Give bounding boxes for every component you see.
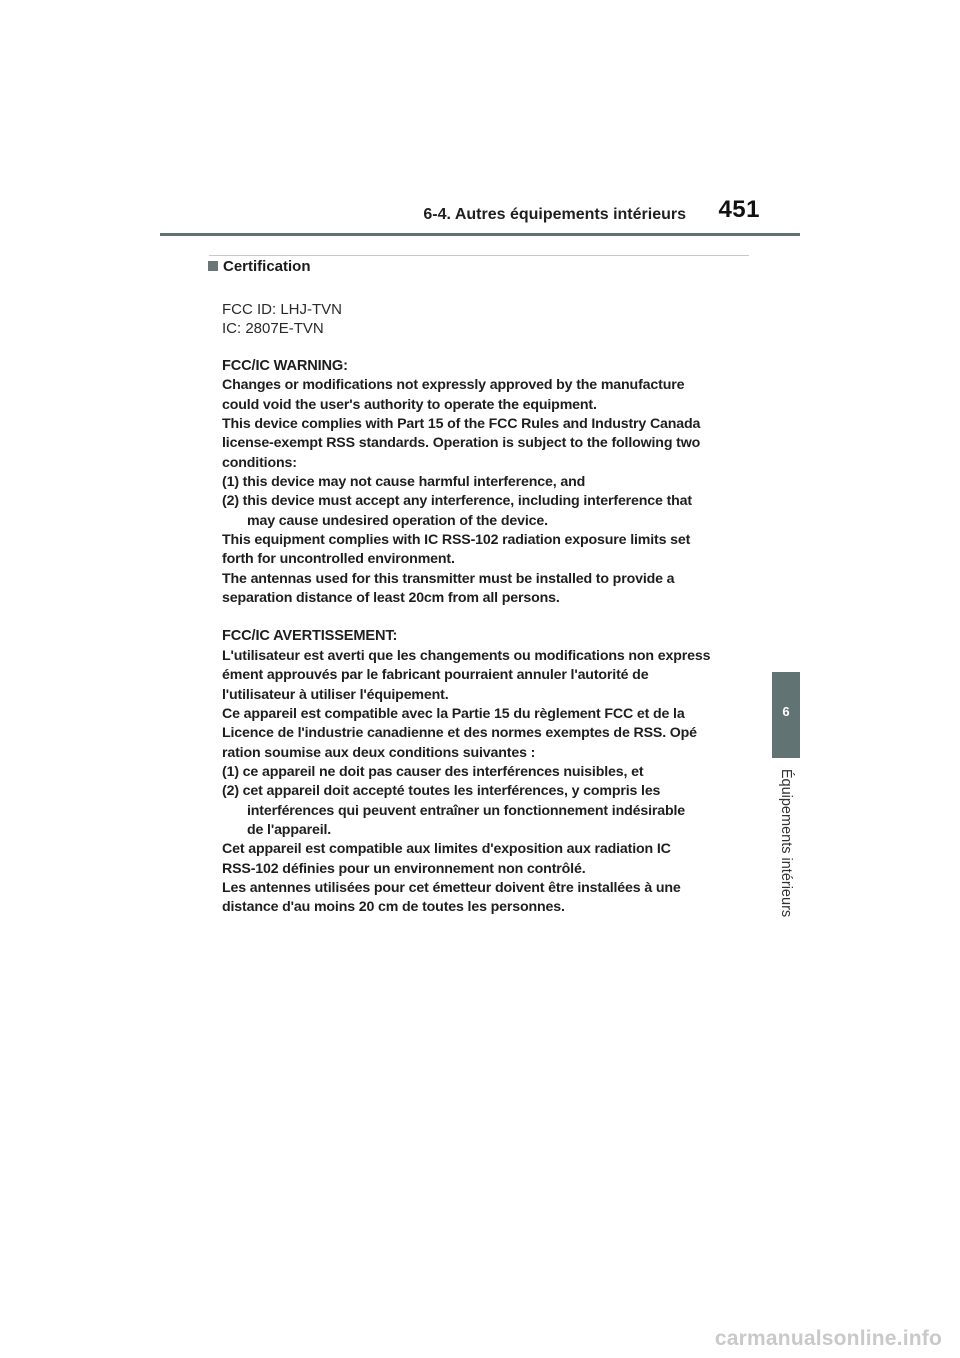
- warning-line: conditions:: [222, 454, 297, 471]
- warning-line: separation distance of least 20cm from all persons.: [222, 590, 560, 607]
- header-rule: [160, 233, 800, 236]
- section-divider: [209, 255, 749, 256]
- warning-line: This device complies with Part 15 of the FCC Rules and Industry Canada: [222, 416, 701, 433]
- warning-line: license-exempt RSS standards. Operation is subject to the following two: [222, 435, 701, 452]
- warning-line: distance d'au moins 20 cm de toutes les personnes.: [222, 899, 565, 916]
- chapter-tab: [772, 672, 800, 758]
- fcc-warning-french: [222, 627, 752, 917]
- page-header: [160, 196, 800, 236]
- warning-line: de l'appareil.: [247, 821, 332, 838]
- warning-line: The antennas used for this transmitter must be installed to provide a: [222, 570, 675, 587]
- warning-line: This equipment complies with IC RSS-102 radiation exposure limits set: [222, 532, 691, 549]
- warning-line: Changes or modifications not expressly approved by the manufacture: [222, 377, 685, 394]
- square-bullet-icon: [208, 261, 218, 271]
- warning-line: interférences qui peuvent entraîner un fonctionnement indésirable: [247, 802, 686, 819]
- fcc-id-line: FCC ID: LHJ-TVN: [222, 301, 342, 318]
- fcc-warning-english: [222, 357, 752, 608]
- warning-line: forth for uncontrolled environment.: [222, 551, 455, 568]
- warning-line: could void the user's authority to operate the equipment.: [222, 396, 597, 413]
- section-heading: [208, 258, 311, 275]
- warning-heading-french: FCC/IC AVERTISSEMENT:: [222, 628, 398, 645]
- warning-line: may cause undesired operation of the device.: [247, 512, 548, 529]
- chapter-label-container: [772, 768, 800, 918]
- warning-line: (2) cet appareil doit accepté toutes les interférences, y compris les: [222, 783, 661, 800]
- warning-line: (2) this device must accept any interference, including interference that: [222, 493, 692, 510]
- ic-id-line: IC: 2807E-TVN: [222, 320, 324, 337]
- certification-image: [222, 300, 752, 918]
- warning-line: ément approuvés par le fabricant pourraient annuler l'autorité de: [222, 667, 649, 684]
- warning-line: Cet appareil est compatible aux limites d'exposition aux radiation IC: [222, 841, 671, 858]
- page-number: 451: [718, 196, 760, 223]
- warning-line: Les antennes utilisées pour cet émetteur doivent être installées à une: [222, 879, 681, 896]
- chapter-label: Équipements intérieurs: [778, 768, 794, 918]
- header-section-title: 6-4. Autres équipements intérieurs: [423, 206, 686, 223]
- warning-line: (1) ce appareil ne doit pas causer des interférences nuisibles, et: [222, 763, 644, 780]
- warning-line: l'utilisateur à utiliser l'équipement.: [222, 686, 449, 703]
- section-heading-text: Certification: [223, 258, 311, 275]
- warning-line: (1) this device may not cause harmful interference, and: [222, 474, 586, 491]
- watermark-logo: carmanualsonline.info: [714, 1327, 942, 1350]
- warning-line: Ce appareil est compatible avec la Partie 15 du règlement FCC et de la: [222, 705, 685, 722]
- chapter-number: 6: [782, 704, 790, 719]
- warning-line: ration soumise aux deux conditions suivantes :: [222, 744, 536, 761]
- warning-line: Licence de l'industrie canadienne et des normes exemptes de RSS. Opé: [222, 725, 697, 742]
- certification-ids: [222, 300, 752, 338]
- warning-line: L'utilisateur est averti que les changements ou modifications non express: [222, 647, 711, 664]
- warning-line: RSS-102 définies pour un environnement non contrôlé.: [222, 860, 586, 877]
- warning-heading-english: FCC/IC WARNING:: [222, 358, 348, 374]
